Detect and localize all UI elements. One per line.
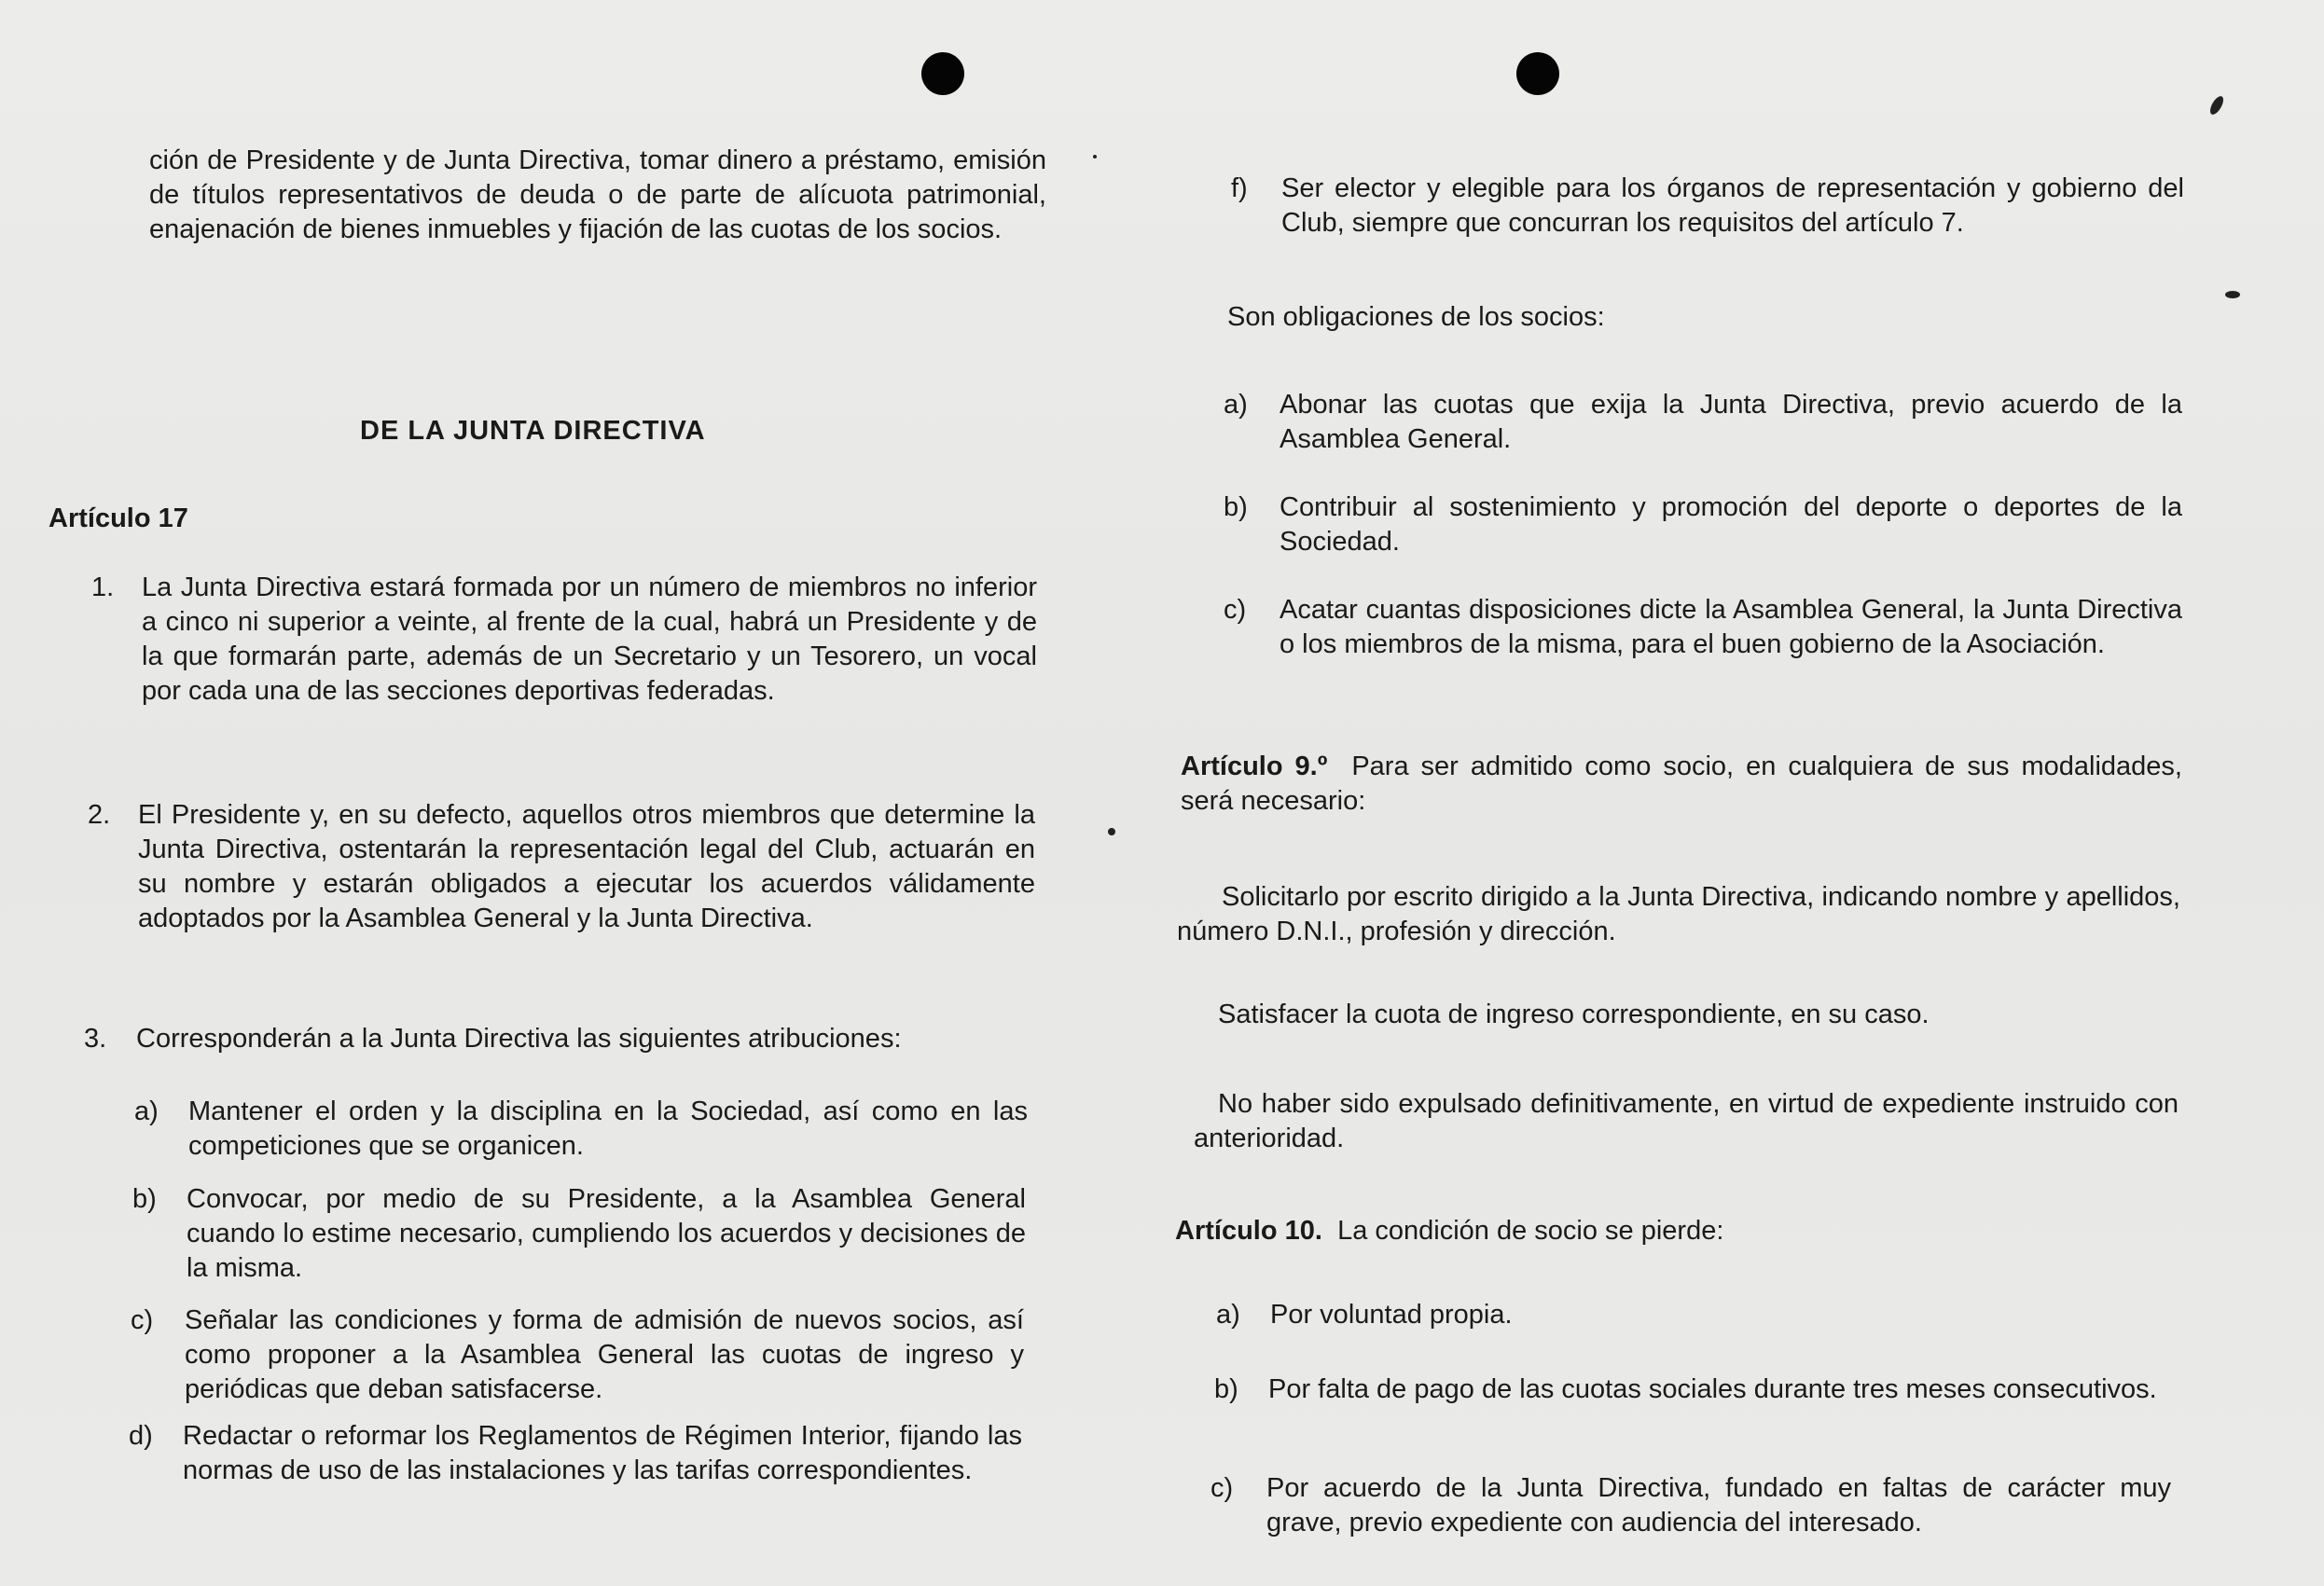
attribution-d: d) Redactar o reformar los Reglamentos de Régimen Interior, fijando las normas de uso de las instalaciones y las tarifas correspondientes. [129, 1421, 1022, 1485]
scan-speck [1108, 828, 1115, 835]
section-title: DE LA JUNTA DIRECTIVA [360, 416, 706, 446]
requirement-3: No haber sido expulsado definitivamente, en virtud de expediente instruido con anterioridad. [1194, 1089, 2179, 1153]
scan-speck [2225, 291, 2240, 298]
article-10-paragraph: Artículo 10. La condición de socio se pierde: [1175, 1216, 1724, 1246]
scan-speck [2207, 94, 2226, 117]
obligation-c: c) Acatar cuantas disposiciones dicte la Asamblea General, la Junta Directiva o los miembros de la misma, para el buen gobierno de la Asociación. [1224, 595, 2182, 659]
attribution-c: c) Señalar las condiciones y forma de admisión de nuevos socios, así como proponer a la Asamblea General las cuotas de ingreso y periódicas que deban satisfacerse. [131, 1305, 1024, 1404]
article-10-label: Artículo 10. [1175, 1216, 1322, 1246]
attribution-a: a) Mantener el orden y la disciplina en la Sociedad, así como en las competiciones que se organicen. [134, 1096, 1028, 1161]
cause-b: b) Por falta de pago de las cuotas sociales durante tres meses consecutivos. [1214, 1374, 2157, 1404]
attribution-b: b) Convocar, por medio de su Presidente, a la Asamblea General cuando lo estime necesario, cumpliendo los acuerdos y decisiones de la misma. [132, 1184, 1026, 1283]
obligation-a: a) Abonar las cuotas que exija la Junta Directiva, previo acuerdo de la Asamblea General. [1224, 390, 2182, 454]
intro-paragraph: ción de Presidente y de Junta Directiva, tomar dinero a préstamo, emisión de títulos representativos de deuda o de parte de alícuota patrimonial, enajenación de bienes inmuebles y fijación de las cuotas de los socios. [149, 145, 1046, 244]
article-9-paragraph: Artículo 9.º Para ser admitido como socio, en cualquiera de sus modalidades, será necesario: [1181, 752, 2182, 816]
obligations-intro: Son obligaciones de los socios: [1227, 302, 1605, 332]
member-right-f: f) Ser elector y elegible para los órganos de representación y gobierno del Club, siempre que concurran los requisitos del artículo 7. [1231, 173, 2184, 238]
cause-c: c) Por acuerdo de la Junta Directiva, fundado en faltas de carácter muy grave, previo expediente con audiencia del interesado. [1210, 1473, 2171, 1538]
requirement-1: Solicitarlo por escrito dirigido a la Junta Directiva, indicando nombre y apellidos, número D.N.I., profesión y dirección. [1177, 882, 2180, 946]
obligation-b: b) Contribuir al sostenimiento y promoción del deporte o deportes de la Sociedad. [1224, 492, 2182, 557]
article-17-point-3: 3. Corresponderán a la Junta Directiva las siguientes atribuciones: [84, 1024, 902, 1054]
scan-speck [1093, 155, 1097, 159]
punch-hole-left [921, 52, 964, 95]
article-17-point-1: 1. La Junta Directiva estará formada por un número de miembros no inferior a cinco ni superior a veinte, al frente de la cual, habrá un Presidente y de la que formarán parte, además de un Secretario y un Tesorero, un vocal por cada una de las secciones deportivas federadas. [91, 572, 1037, 706]
article-9-label: Artículo 9.º [1181, 752, 1328, 781]
requirement-2: Satisfacer la cuota de ingreso correspondiente, en su caso. [1218, 1000, 1930, 1029]
cause-a: a) Por voluntad propia. [1216, 1300, 1513, 1330]
punch-hole-right [1516, 52, 1559, 95]
article-17-point-2: 2. El Presidente y, en su defecto, aquellos otros miembros que determine la Junta Directiva, ostentarán la representación legal del Club, actuarán en su nombre y estarán obligados a ejecutar los acuerdos válidamente adoptados por la Asamblea General y la Junta Directiva. [88, 800, 1035, 933]
article-17-heading: Artículo 17 [48, 503, 188, 533]
